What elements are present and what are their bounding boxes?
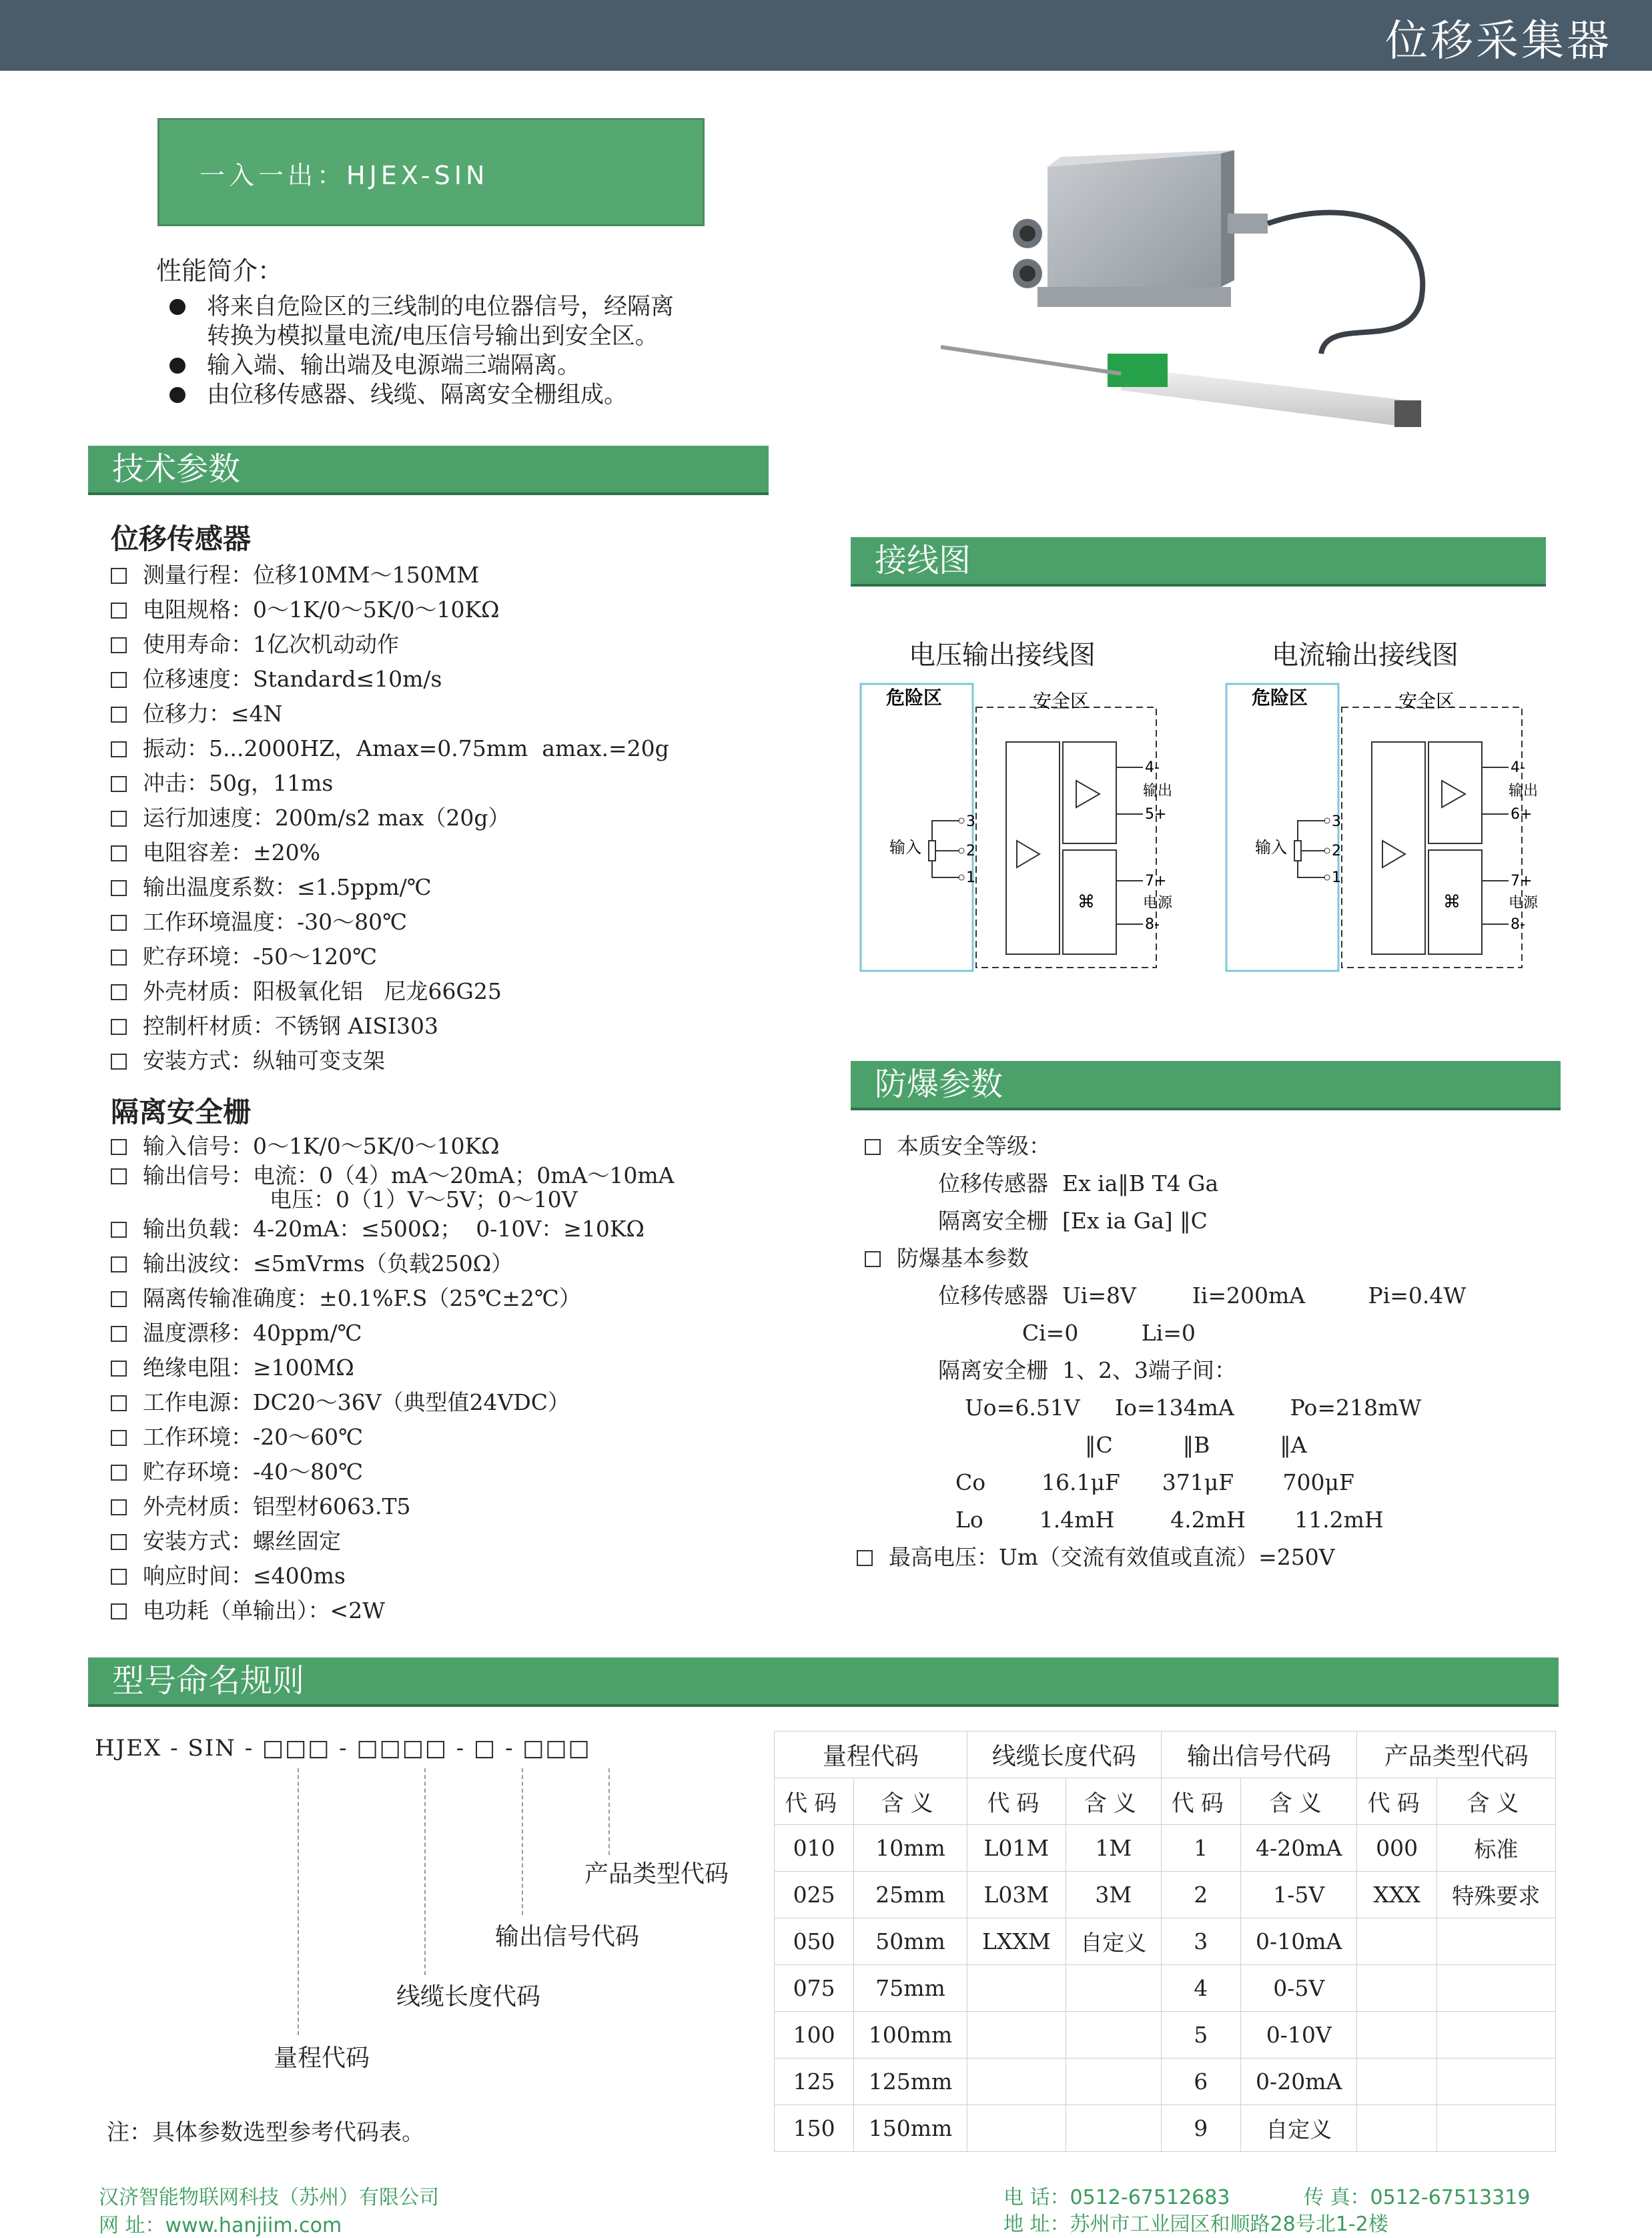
- hazard-zone-label: 危险区: [886, 687, 943, 709]
- checkbox-icon: [111, 1569, 127, 1585]
- checkbox-icon: [111, 1603, 127, 1619]
- section-wiring: 接线图: [851, 537, 1546, 587]
- param-row: 温度漂移：40ppm/℃: [111, 1316, 674, 1351]
- param-row: 振动：5...2000HZ，Amax=0.75mm amax.=20g: [111, 731, 669, 766]
- table-subheader: 含义: [1066, 1778, 1161, 1825]
- table-cell: [1066, 2059, 1161, 2105]
- param-row: 输入信号：0～1K/0～5K/0～10KΩ: [111, 1129, 674, 1164]
- table-cell: 010: [775, 1825, 854, 1872]
- naming-label: 线缆长度代码: [396, 1983, 541, 2010]
- table-cell: [967, 2012, 1066, 2059]
- param-row: 本质安全等级：: [865, 1128, 1466, 1165]
- output-label: 输出: [1509, 783, 1539, 799]
- table-cell: 标准: [1436, 1825, 1555, 1872]
- param-row: 电阻容差：±20%: [111, 835, 669, 870]
- param-row: Uo=6.51V Io=134mA Po=218mW: [965, 1395, 1422, 1421]
- table-cell: 1-5V: [1240, 1872, 1357, 1918]
- intro-heading: 性能简介：: [156, 256, 284, 286]
- table-cell: [1436, 1965, 1555, 2012]
- table-cell: 0-20mA: [1240, 2059, 1357, 2105]
- current-wiring-diagram: [1225, 681, 1539, 974]
- pin-label: 1: [1332, 869, 1341, 886]
- table-row: [775, 1872, 1556, 1918]
- table-cell: 000: [1357, 1825, 1436, 1872]
- table-cell: 特殊要求: [1436, 1872, 1555, 1918]
- divider: [522, 1768, 523, 1915]
- model-code-pattern: HJEX - SIN - □□□ - □□□□ - □ - □□□: [95, 1735, 591, 1762]
- checkbox-icon: [111, 1168, 127, 1184]
- table-subheader: 代码: [775, 1778, 854, 1825]
- power-label: 电源: [1143, 895, 1173, 911]
- table-subheader: 含义: [854, 1778, 967, 1825]
- checkbox-icon: [111, 707, 127, 723]
- barrier-heading: 隔离安全栅: [111, 1096, 252, 1128]
- param-row: 工作环境温度：-30～80℃: [111, 905, 669, 940]
- table-cell: 50mm: [854, 1918, 967, 1965]
- checkbox-icon: [111, 1395, 127, 1411]
- product-photo: [927, 153, 1501, 434]
- param-row: 输出温度系数：≤1.5ppm/℃: [111, 870, 669, 905]
- table-cell: [967, 2059, 1066, 2105]
- table-cell: LXXM: [967, 1918, 1066, 1965]
- param-row: 冲击：50g，11ms: [111, 766, 669, 801]
- table-cell: [1436, 1918, 1555, 1965]
- voltage-wiring-diagram: [859, 681, 1173, 974]
- section-explosion: 防爆参数: [851, 1061, 1561, 1110]
- param-row: 绝缘电阻：≥100MΩ: [111, 1351, 674, 1385]
- power-label: 电源: [1509, 895, 1539, 911]
- param-row: 工作电源：DC20～36V（典型值24VDC）: [111, 1385, 674, 1420]
- param-row: Lo 1.4mH 4.2mH 11.2mH: [955, 1507, 1384, 1533]
- table-row: [775, 1965, 1556, 2012]
- table-cell: 0-10mA: [1240, 1918, 1357, 1965]
- pin-label: 2: [966, 843, 975, 859]
- table-row: [775, 1825, 1556, 1872]
- output-label: 输出: [1143, 783, 1173, 799]
- intro-bullets: [167, 292, 767, 410]
- table-row: [775, 2105, 1556, 2152]
- header-bar: [0, 0, 1652, 71]
- table-cell: 25mm: [854, 1872, 967, 1918]
- bullet-icon: [169, 387, 185, 403]
- table-cell: 75mm: [854, 1965, 967, 2012]
- divider: [298, 1768, 299, 2035]
- param-row: 隔离传输准确度：±0.1%F.S（25℃±2℃）: [111, 1281, 674, 1316]
- param-row: 测量行程：位移10MM～150MM: [111, 558, 669, 593]
- table-cell: 100mm: [854, 2012, 967, 2059]
- list-item: 输入端、输出端及电源端三端隔离。: [167, 351, 767, 380]
- checkbox-icon: [111, 984, 127, 1000]
- checkbox-icon: [111, 776, 127, 792]
- pin-label: 4-: [1511, 759, 1525, 776]
- table-cell: 075: [775, 1965, 854, 2012]
- pin-label: 2: [1332, 843, 1341, 859]
- table-cell: 050: [775, 1918, 854, 1965]
- page-title: 位移采集器: [1385, 17, 1612, 66]
- safe-zone-label: 安全区: [1398, 690, 1455, 712]
- table-cell: [1436, 2059, 1555, 2105]
- table-cell: L03M: [967, 1872, 1066, 1918]
- pin-label: 1: [966, 869, 975, 886]
- footer-fax: 传 真：0512-67513319: [1304, 2186, 1531, 2209]
- param-row: 防爆基本参数: [865, 1240, 1466, 1277]
- naming-label: 产品类型代码: [584, 1860, 729, 1888]
- param-row: 外壳材质：铝型材6063.T5: [111, 1489, 674, 1524]
- table-cell: 150: [775, 2105, 854, 2152]
- table-cell: [1066, 2012, 1161, 2059]
- param-row: 贮存环境：-40～80℃: [111, 1455, 674, 1489]
- checkbox-icon: [111, 811, 127, 827]
- model-label: 一入一出：HJEX-SIN: [199, 161, 489, 190]
- param-row: 贮存环境：-50～120℃: [111, 940, 669, 974]
- table-cell: 3: [1161, 1918, 1240, 1965]
- checkbox-icon: [857, 1550, 873, 1566]
- table-subheader: 代码: [967, 1778, 1066, 1825]
- pin-label: 6+: [1511, 806, 1533, 823]
- table-header: 线缆长度代码: [967, 1732, 1161, 1778]
- table-cell: [1066, 1965, 1161, 2012]
- table-cell: 3M: [1066, 1872, 1161, 1918]
- table-cell: 9: [1161, 2105, 1240, 2152]
- current-diagram-title: 电流输出接线图: [1272, 640, 1459, 671]
- checkbox-icon: [111, 1465, 127, 1481]
- table-row: [775, 2059, 1556, 2105]
- table-cell: 5: [1161, 2012, 1240, 2059]
- table-header: 产品类型代码: [1357, 1732, 1556, 1778]
- checkbox-icon: [865, 1251, 881, 1267]
- table-cell: 125mm: [854, 2059, 967, 2105]
- table-row: [775, 2012, 1556, 2059]
- section-tech: 技术参数: [88, 446, 769, 495]
- table-cell: 6: [1161, 2059, 1240, 2105]
- table-cell: 4: [1161, 1965, 1240, 2012]
- table-cell: 自定义: [1066, 1918, 1161, 1965]
- param-row: ‖C ‖B ‖A: [1085, 1432, 1307, 1458]
- table-cell: [1357, 1918, 1436, 1965]
- pin-label: 5+: [1145, 806, 1167, 823]
- param-row: 控制杆材质：不锈钢 AISI303: [111, 1009, 669, 1044]
- pin-label: 3: [966, 813, 975, 830]
- param-row: 使用寿命：1亿次机动动作: [111, 627, 669, 662]
- checkbox-icon: [865, 1139, 881, 1155]
- table-cell: 100: [775, 2012, 854, 2059]
- table-cell: [1357, 2059, 1436, 2105]
- table-cell: [1357, 1965, 1436, 2012]
- checkbox-icon: [111, 1222, 127, 1238]
- param-row: 电阻规格：0～1K/0～5K/0～10KΩ: [111, 593, 669, 627]
- list-item: 将来自危险区的三线制的电位器信号，经隔离: [167, 292, 767, 322]
- table-cell: 2: [1161, 1872, 1240, 1918]
- checkbox-icon: [111, 950, 127, 966]
- table-header: 量程代码: [775, 1732, 967, 1778]
- checkbox-icon: [111, 915, 127, 931]
- table-cell: [1357, 2105, 1436, 2152]
- table-cell: [1066, 2105, 1161, 2152]
- checkbox-icon: [111, 568, 127, 584]
- param-row: 位移传感器 Ex ia‖B T4 Ga: [938, 1170, 1219, 1196]
- divider: [608, 1768, 610, 1855]
- table-cell: 150mm: [854, 2105, 967, 2152]
- param-row: 电功耗（单输出）：<2W: [111, 1593, 674, 1628]
- divider: [424, 1768, 426, 1975]
- param-row: 输出信号：电流：0（4）mA～20mA；0mA～10mA: [111, 1164, 674, 1188]
- checkbox-icon: [111, 845, 127, 861]
- param-row: 输出负载：4-20mA：≤500Ω； 0-10V：≥10KΩ: [111, 1212, 674, 1246]
- voltage-diagram-title: 电压输出接线图: [909, 640, 1096, 671]
- pin-label: 3: [1332, 813, 1341, 830]
- footer-address: 地 址：苏州市工业园区和顺路28号北1-2楼: [1003, 2213, 1388, 2236]
- param-row: 隔离安全栅 [Ex ia Ga] ‖C: [938, 1208, 1208, 1234]
- checkbox-icon: [111, 603, 127, 619]
- checkbox-icon: [111, 880, 127, 896]
- checkbox-icon: [111, 1534, 127, 1550]
- table-cell: 125: [775, 2059, 854, 2105]
- checkbox-icon: [111, 1256, 127, 1272]
- checkbox-icon: [111, 1326, 127, 1342]
- param-row: 位移速度：Standard≤10m/s: [111, 662, 669, 697]
- naming-note: 注：具体参数选型参考代码表。: [107, 2119, 424, 2146]
- table-cell: [1357, 2012, 1436, 2059]
- table-cell: 4-20mA: [1240, 1825, 1357, 1872]
- model-banner: [157, 118, 705, 226]
- list-item: 转换为模拟量电流/电压信号输出到安全区。: [207, 323, 659, 350]
- naming-label: 输出信号代码: [495, 1923, 640, 1950]
- table-cell: 10mm: [854, 1825, 967, 1872]
- footer-website[interactable]: 网 址：www.hanjiim.com: [99, 2214, 342, 2237]
- pin-label: 8-: [1511, 916, 1525, 933]
- sensor-heading: 位移传感器: [111, 522, 252, 555]
- param-row: Co 16.1μF 371μF 700μF: [955, 1469, 1354, 1495]
- checkbox-icon: [111, 1291, 127, 1307]
- param-row: 隔离安全栅 1、2、3端子间：: [938, 1357, 1236, 1383]
- checkbox-icon: [111, 1361, 127, 1377]
- table-cell: [967, 1965, 1066, 2012]
- section-naming: 型号命名规则: [88, 1657, 1559, 1707]
- table-subheader: 含义: [1240, 1778, 1357, 1825]
- param-row: 运行加速度：200m/s2 max（20g）: [111, 801, 669, 835]
- table-cell: 0-5V: [1240, 1965, 1357, 2012]
- table-cell: 025: [775, 1872, 854, 1918]
- svg-text:⌘: ⌘: [1078, 892, 1095, 912]
- checkbox-icon: [111, 741, 127, 757]
- table-header: 输出信号代码: [1161, 1732, 1357, 1778]
- table-cell: 0-10V: [1240, 2012, 1357, 2059]
- bullet-icon: [169, 299, 185, 315]
- table-cell: [967, 2105, 1066, 2152]
- param-row: 最高电压：Um（交流有效值或直流）=250V: [857, 1539, 1466, 1576]
- pin-label: 7+: [1511, 873, 1533, 889]
- code-table: [774, 1731, 1556, 2152]
- param-row: 位移传感器 Ui=8V Ii=200mA Pi=0.4W: [938, 1282, 1467, 1309]
- param-row: 电压：0（1）V～5V；0～10V: [270, 1186, 578, 1212]
- table-cell: XXX: [1357, 1872, 1436, 1918]
- checkbox-icon: [111, 1054, 127, 1070]
- param-row: 输出波纹：≤5mVrms（负载250Ω）: [111, 1246, 674, 1281]
- table-subheader: 代码: [1161, 1778, 1240, 1825]
- pin-label: 7+: [1145, 873, 1167, 889]
- checkbox-icon: [111, 1019, 127, 1035]
- param-row: 外壳材质：阳极氧化铝 尼龙66G25: [111, 974, 669, 1009]
- svg-text:⌘: ⌘: [1443, 892, 1461, 912]
- table-cell: L01M: [967, 1825, 1066, 1872]
- param-row: 工作环境：-20～60℃: [111, 1420, 674, 1455]
- table-cell: [1436, 2105, 1555, 2152]
- naming-label: 量程代码: [274, 2044, 370, 2072]
- sensor-params: [111, 558, 669, 1078]
- explosion-params: [865, 1128, 1466, 1576]
- table-cell: 自定义: [1240, 2105, 1357, 2152]
- checkbox-icon: [111, 637, 127, 653]
- table-row: [775, 1918, 1556, 1965]
- table-subheader: 含义: [1436, 1778, 1555, 1825]
- table-cell: [1436, 2012, 1555, 2059]
- checkbox-icon: [111, 1430, 127, 1446]
- param-row: Ci=0 Li=0: [938, 1320, 1196, 1346]
- param-row: 安装方式：纵轴可变支架: [111, 1044, 669, 1078]
- footer-phone: 电 话：0512-67512683: [1003, 2186, 1230, 2209]
- input-label: 输入: [1255, 838, 1287, 857]
- pin-label: 4-: [1145, 759, 1160, 776]
- barrier-params: [111, 1129, 674, 1628]
- param-row: 响应时间：≤400ms: [111, 1559, 674, 1593]
- pin-label: 8-: [1145, 916, 1160, 933]
- checkbox-icon: [111, 1499, 127, 1515]
- footer-company: 汉济智能物联网科技（苏州）有限公司: [99, 2186, 439, 2209]
- input-label: 输入: [889, 838, 921, 857]
- safe-zone-label: 安全区: [1033, 690, 1090, 712]
- table-subheader: 代码: [1357, 1778, 1436, 1825]
- list-item: 由位移传感器、线缆、隔离安全栅组成。: [167, 380, 767, 410]
- hazard-zone-label: 危险区: [1252, 687, 1308, 709]
- checkbox-icon: [111, 1139, 127, 1155]
- bullet-icon: [169, 358, 185, 374]
- checkbox-icon: [111, 672, 127, 688]
- table-cell: 1M: [1066, 1825, 1161, 1872]
- table-cell: 1: [1161, 1825, 1240, 1872]
- param-row: 安装方式：螺丝固定: [111, 1524, 674, 1559]
- param-row: 位移力：≤4N: [111, 697, 669, 731]
